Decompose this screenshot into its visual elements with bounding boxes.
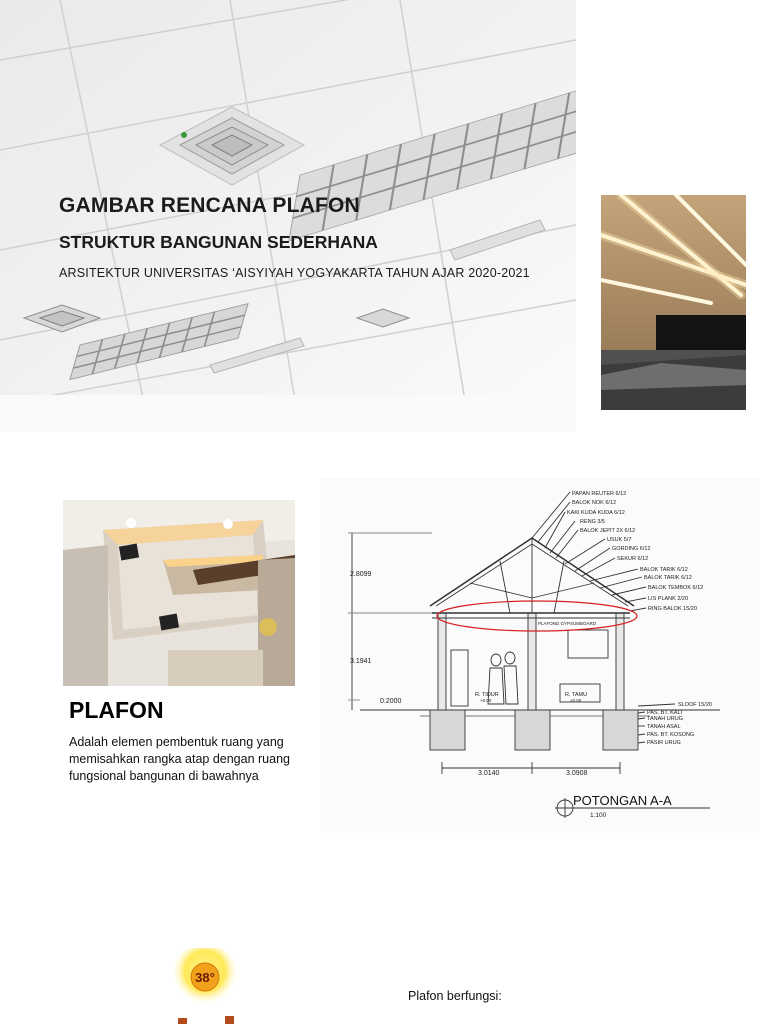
page-subtitle: STRUKTUR BANGUNAN SEDERHANA bbox=[59, 232, 378, 252]
label-12: RING BALOK 15/20 bbox=[648, 606, 697, 612]
label-bottom-5: PASIR URUG bbox=[647, 740, 681, 746]
label-bottom-0: SLOOF 15/20 bbox=[678, 702, 712, 708]
label-2: KAKI KUDA KUDA 6/12 bbox=[567, 510, 625, 516]
dim-right-span: 3.0908 bbox=[566, 770, 588, 777]
label-8: BALOK TARIK 6/12 bbox=[640, 567, 688, 573]
room-right: R. TAMU bbox=[565, 692, 588, 698]
label-11: LIS PLANK 2/20 bbox=[648, 596, 689, 602]
plafon-note: PLAFOND GYPSUMBOARD bbox=[538, 621, 597, 626]
label-6: GORDING 6/12 bbox=[612, 546, 651, 552]
label-9: BALOK TARIK 6/12 bbox=[644, 575, 692, 581]
institution-line: ARSITEKTUR UNIVERSITAS ‘AISYIYAH YOGYAKARTA TAHUN AJAR 2020-2021 bbox=[59, 266, 530, 280]
label-7: SEKUR 6/12 bbox=[617, 556, 649, 562]
elev-left: +0.00 bbox=[480, 698, 492, 703]
plafon-definition: Adalah elemen pembentuk ruang yang memisahkan rangka atap dengan ruang fungsional bangunan di bawahnya bbox=[69, 735, 290, 783]
label-4: BALOK JEPIT 2X 6/12 bbox=[580, 528, 636, 534]
label-bottom-3: TANAH ASAL bbox=[647, 724, 681, 730]
label-10: BALOK TEMBOK 6/12 bbox=[648, 585, 704, 591]
drawing-scale: 1:100 bbox=[590, 812, 607, 819]
room-left: R. TIDUR bbox=[475, 692, 499, 698]
label-bottom-2: TANAH URUG bbox=[647, 716, 683, 722]
sun-badge-text: 38° bbox=[195, 970, 215, 985]
dim-wall: 3.1941 bbox=[350, 658, 372, 665]
label-1: BALOK NOK 6/12 bbox=[572, 500, 617, 506]
dim-roof: 2.8099 bbox=[350, 571, 372, 578]
sun-38-icon bbox=[170, 948, 240, 1024]
label-0: PAPAN REUTER 6/12 bbox=[572, 491, 627, 497]
dim-left-span: 3.0140 bbox=[478, 770, 500, 777]
interior-ceiling-photo bbox=[601, 195, 746, 410]
label-bottom-4: PAS. BT. KOSONG bbox=[647, 732, 695, 738]
section-heading-plafon: PLAFON bbox=[69, 697, 164, 723]
plafon-highlight-ellipse bbox=[437, 601, 637, 631]
fungsi-label: Plafon berfungsi: bbox=[408, 989, 502, 1003]
page-title: GAMBAR RENCANA PLAFON bbox=[59, 194, 360, 217]
elev-right: ±0.00 bbox=[570, 698, 582, 703]
gypsum-ceiling-photo bbox=[63, 500, 295, 686]
label-bottom-1: PAS. BT. KALI bbox=[647, 710, 683, 716]
dim-plinth: 0.2000 bbox=[380, 698, 402, 705]
label-3: RENG 3/5 bbox=[580, 519, 606, 525]
drawing-title: POTONGAN A-A bbox=[573, 793, 672, 808]
section-drawing bbox=[320, 478, 760, 833]
label-5: USUK 5/7 bbox=[607, 537, 632, 543]
